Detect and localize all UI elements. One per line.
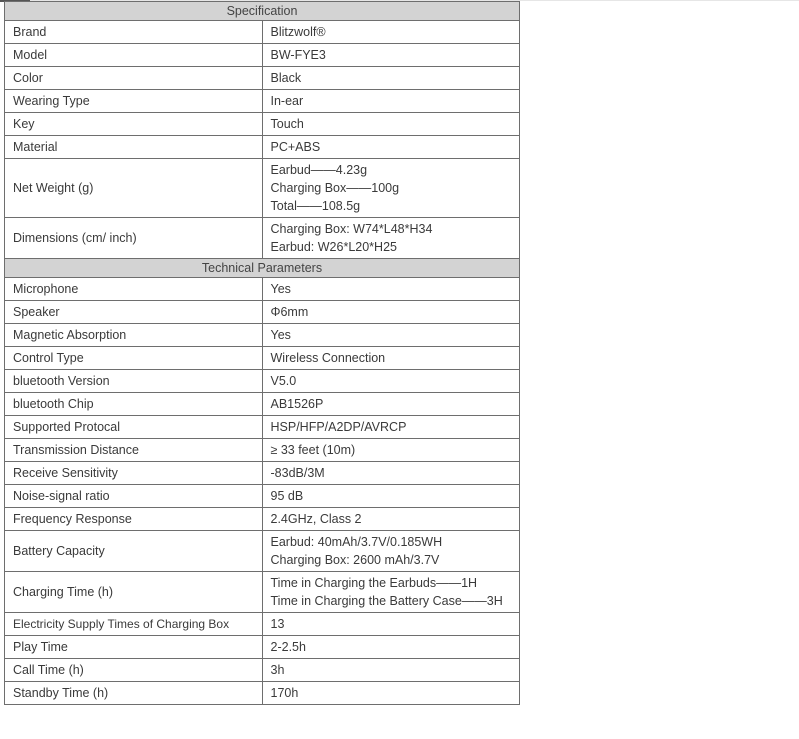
spec-key: Control Type: [5, 347, 263, 370]
spec-value-line: Wireless Connection: [270, 351, 386, 365]
spec-key: bluetooth Version: [5, 370, 263, 393]
spec-value: [262, 659, 520, 682]
section-header-row: [5, 2, 520, 21]
table-row: [5, 508, 520, 531]
table-row: [5, 301, 520, 324]
spec-value: [262, 462, 520, 485]
spec-value-line: In-ear: [270, 94, 304, 108]
spec-value: [262, 682, 520, 705]
spec-key: Dimensions (cm/ inch): [5, 218, 263, 259]
spec-key: Color: [5, 67, 263, 90]
spec-value: [262, 278, 520, 301]
spec-value: [262, 508, 520, 531]
table-row: [5, 416, 520, 439]
section-header-row: [5, 259, 520, 278]
spec-value-line: -83dB/3M: [270, 466, 325, 480]
spec-value: [262, 218, 520, 259]
spec-value-line: Charging Box: 2600 mAh/3.7V: [270, 553, 440, 567]
section-title: Specification: [5, 2, 520, 21]
table-row: [5, 531, 520, 572]
spec-key: Model: [5, 44, 263, 67]
spec-key: Material: [5, 136, 263, 159]
spec-value-line: Black: [270, 71, 302, 85]
spec-value-line: Earbud: 40mAh/3.7V/0.185WH: [270, 535, 443, 549]
spec-value: [262, 485, 520, 508]
spec-key: Transmission Distance: [5, 439, 263, 462]
spec-value-line: HSP/HFP/A2DP/AVRCP: [270, 420, 407, 434]
table-row: [5, 682, 520, 705]
spec-key: Electricity Supply Times of Charging Box: [5, 613, 263, 636]
table-row: [5, 659, 520, 682]
table-row: [5, 347, 520, 370]
spec-key: Frequency Response: [5, 508, 263, 531]
table-row: [5, 218, 520, 259]
table-row: [5, 370, 520, 393]
spec-value: [262, 67, 520, 90]
spec-value-line: Charging Box: W74*L48*H34: [270, 222, 433, 236]
table-row: [5, 324, 520, 347]
spec-value: [262, 347, 520, 370]
spec-value-line: PC+ABS: [270, 140, 321, 154]
spec-value: [262, 439, 520, 462]
spec-value-line: 170h: [270, 686, 299, 700]
table-row: [5, 21, 520, 44]
spec-key: Receive Sensitivity: [5, 462, 263, 485]
spec-value: [262, 21, 520, 44]
spec-value-line: 2-2.5h: [270, 640, 306, 654]
spec-value-line: Φ6mm: [270, 305, 309, 319]
spec-value-line: Total——108.5g: [270, 199, 361, 213]
spec-value: [262, 393, 520, 416]
spec-value: [262, 324, 520, 347]
table-row: [5, 393, 520, 416]
spec-value: [262, 613, 520, 636]
spec-key: Net Weight (g): [5, 159, 263, 218]
spec-value-line: Time in Charging the Earbuds——1H: [270, 576, 478, 590]
spec-value-line: 13: [270, 617, 285, 631]
spec-key: Charging Time (h): [5, 572, 263, 613]
spec-value-line: 95 dB: [270, 489, 304, 503]
spec-key: Magnetic Absorption: [5, 324, 263, 347]
table-row: [5, 636, 520, 659]
table-row: [5, 136, 520, 159]
spec-value-line: 3h: [270, 663, 285, 677]
spec-key: Brand: [5, 21, 263, 44]
spec-value: [262, 416, 520, 439]
spec-value: [262, 531, 520, 572]
spec-value-line: 2.4GHz, Class 2: [270, 512, 362, 526]
spec-key: Play Time: [5, 636, 263, 659]
table-row: [5, 485, 520, 508]
spec-key: Noise-signal ratio: [5, 485, 263, 508]
section-title: Technical Parameters: [5, 259, 520, 278]
spec-value-line: V5.0: [270, 374, 297, 388]
spec-value-line: Earbud: W26*L20*H25: [270, 240, 397, 254]
spec-value-line: Time in Charging the Battery Case——3H: [270, 594, 503, 608]
table-row: [5, 572, 520, 613]
spec-value: [262, 90, 520, 113]
spec-value-line: Earbud——4.23g: [270, 163, 368, 177]
spec-value-line: AB1526P: [270, 397, 324, 411]
spec-value: [262, 44, 520, 67]
spec-value-line: Yes: [270, 328, 291, 342]
spec-value-line: BW-FYE3: [270, 48, 326, 62]
spec-value: [262, 136, 520, 159]
table-row: [5, 159, 520, 218]
specification-table: [4, 1, 520, 705]
spec-value: [262, 636, 520, 659]
table-row: [5, 90, 520, 113]
spec-key: Microphone: [5, 278, 263, 301]
table-row: [5, 439, 520, 462]
spec-value-line: Blitzwolf®: [270, 25, 326, 39]
spec-value: [262, 113, 520, 136]
spec-key: Standby Time (h): [5, 682, 263, 705]
table-row: [5, 278, 520, 301]
spec-value-line: ≥ 33 feet (10m): [270, 443, 356, 457]
table-row: [5, 113, 520, 136]
spec-key: Key: [5, 113, 263, 136]
spec-key: Wearing Type: [5, 90, 263, 113]
spec-value: [262, 370, 520, 393]
table-row: [5, 44, 520, 67]
spec-key: bluetooth Chip: [5, 393, 263, 416]
spec-key: Call Time (h): [5, 659, 263, 682]
spec-value-line: Charging Box——100g: [270, 181, 400, 195]
spec-key: Supported Protocal: [5, 416, 263, 439]
table-row: [5, 613, 520, 636]
spec-value-line: Touch: [270, 117, 304, 131]
table-row: [5, 67, 520, 90]
spec-value: [262, 572, 520, 613]
spec-value-line: Yes: [270, 282, 291, 296]
spec-value: [262, 301, 520, 324]
spec-key: Battery Capacity: [5, 531, 263, 572]
spec-key: Speaker: [5, 301, 263, 324]
spec-value: [262, 159, 520, 218]
table-row: [5, 462, 520, 485]
